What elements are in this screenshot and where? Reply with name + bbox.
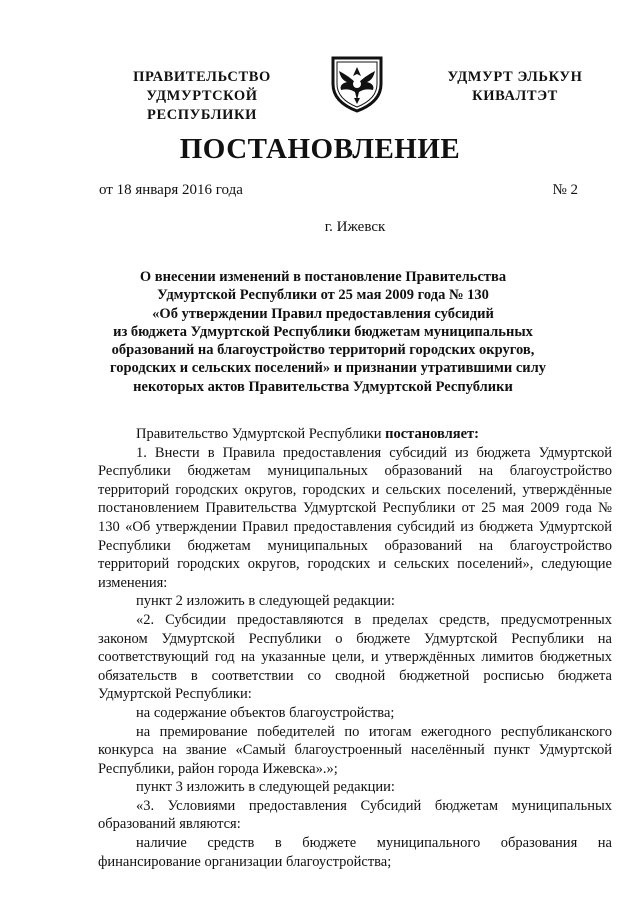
body-paragraph: наличие средств в бюджете муниципального образования на финансирование организации благоустройства;	[98, 835, 612, 870]
body-paragraph: «2. Субсидии предоставляются в пределах средств, предусмотренных законом Удмуртской Республики о бюджете Удмуртской Республики на соответствующий год на указанные цели, и утверждённых лимитов бюджетных обязательств в соответствии со сводной бюджетной росписью бюджета Удмуртской Республики:	[98, 611, 612, 703]
body-paragraph: на премирование победителей по итогам ежегодного республиканского конкурса на звание «Самый благоустроенный населённый пункт Удмуртской Республики, район города Ижевска».»;	[98, 723, 612, 777]
document-date: от 18 января 2016 года	[99, 182, 243, 198]
document-number: № 2	[552, 182, 578, 198]
government-name-udmurt	[440, 68, 590, 106]
body-paragraph: пункт 3 изложить в следующей редакции:	[136, 779, 395, 796]
subject-line: О внесении изменений в постановление Правительства	[139, 269, 507, 285]
header-left-line-2: УДМУРТСКОЙ РЕСПУБЛИКИ	[146, 88, 258, 123]
header-left-line-1: ПРАВИТЕЛЬСТВО	[133, 69, 271, 85]
header-right-line-2: КИВАЛТЭТ	[472, 88, 558, 104]
body-paragraph: пункт 2 изложить в следующей редакции:	[136, 593, 395, 610]
government-name-russian	[92, 68, 312, 125]
document-city: г. Ижевск	[324, 219, 386, 235]
subject-line: «Об утверждении Правил предоставления субсидий	[152, 305, 494, 322]
subject-line: некоторых актов Правительства Удмуртской Республики	[133, 378, 513, 395]
lead-text: Правительство Удмуртской Республики	[136, 426, 386, 442]
subject-line: городских и сельских поселений» и признании утратившими силу	[110, 360, 547, 377]
document-body	[98, 425, 612, 871]
subject-line: Удмуртской Республики от 25 мая 2009 года № 130	[157, 287, 489, 304]
subject-line: из бюджета Удмуртской Республики бюджетам муниципальных	[113, 323, 533, 340]
header-right-line-1: УДМУРТ ЭЛЬКУН	[447, 69, 583, 85]
document-subject	[110, 268, 547, 396]
body-paragraph: 1. Внести в Правила предоставления субсидий из бюджета Удмуртской Республики бюджетам муниципальных образований на благоустройство территорий городских округов, городских и сельских поселений, утверждённые постановлением Правительства Удмуртской Республики от 25 мая 2009 года № 130 «Об утверждении Правил предоставления субсидий из бюджета Удмуртской Республики бюджетам муниципальных образований на благоустройство территорий городских округов, городских и сельских поселений», следующие изменения:	[98, 444, 612, 591]
subject-line: образований на благоустройство территорий городских округов,	[111, 342, 535, 359]
coat-of-arms-icon	[329, 54, 385, 114]
lead-decree-word: постановляет:	[385, 426, 479, 442]
body-paragraph: на содержание объектов благоустройства;	[136, 704, 395, 721]
document-title: ПОСТАНОВЛЕНИЕ	[179, 133, 461, 165]
body-paragraph: «3. Условиями предоставления Субсидий бюджетам муниципальных образований являются:	[98, 797, 612, 833]
body-lead-paragraph	[98, 425, 612, 444]
